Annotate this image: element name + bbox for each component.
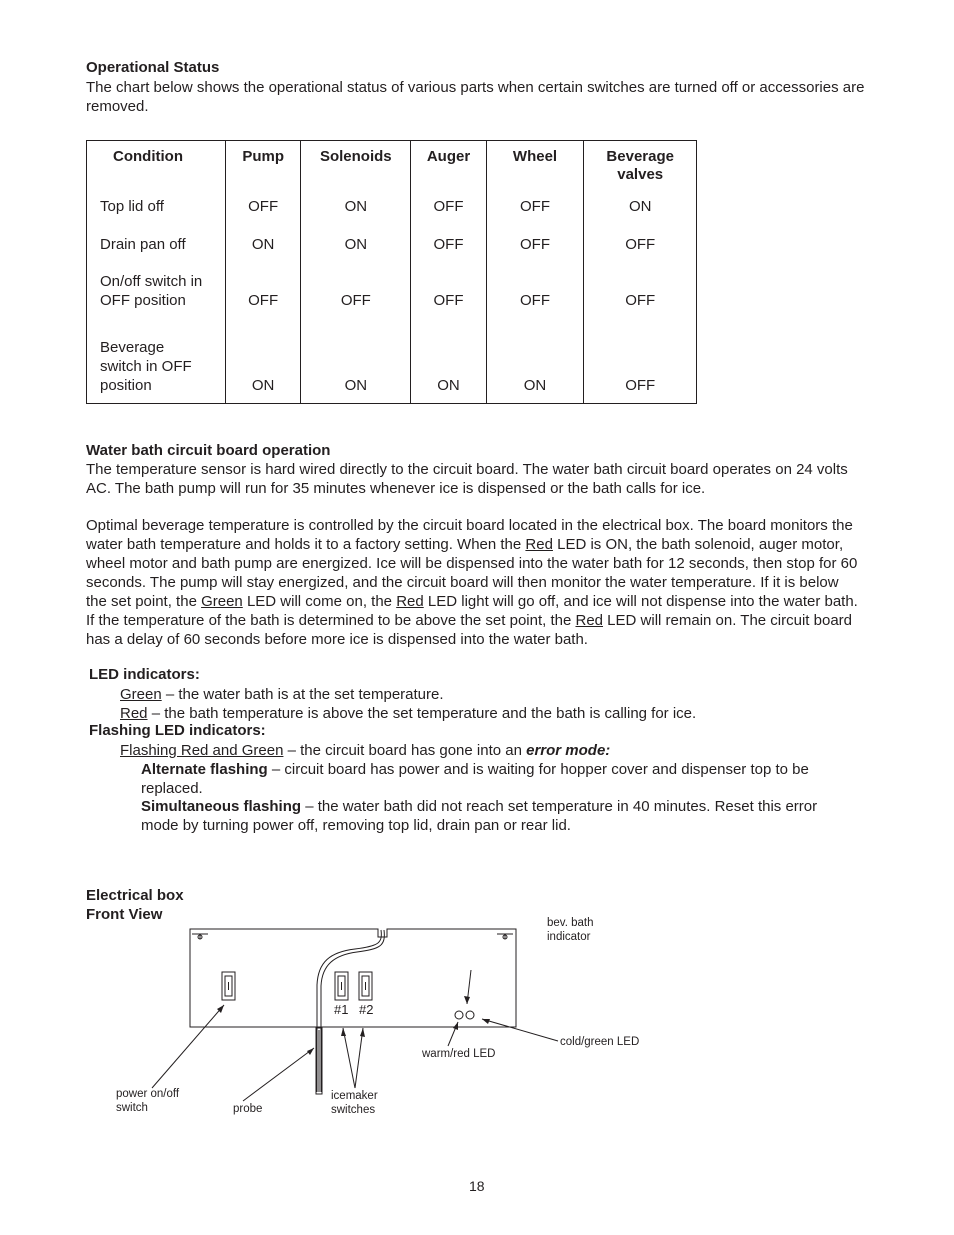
switch-2-label: #2 (359, 1002, 374, 1017)
led-green-desc: – the water bath is at the set temperature. (161, 686, 444, 703)
table-cell: ON (226, 224, 301, 262)
figure-subtitle: Front View (86, 906, 163, 923)
green-word: Green (120, 686, 162, 703)
led-heading: LED indicators: (89, 666, 200, 683)
sim-label: Simultaneous flashing (141, 798, 302, 815)
cold-green-label: cold/green LED (560, 1036, 640, 1048)
red-word: Red (575, 612, 604, 629)
table-cell: ON (411, 318, 486, 403)
table-cell: On/off switch in OFF position (87, 262, 226, 318)
para2-text: LED is ON, the bath solenoid, auger motor, wheel motor and bath pump are energized. Ice will be dispensed into the water bath for 12 seconds, then stop for 60 seconds. The pump will stay energized, and the circuit board will then monitor the water temperature. If it is below the set point, the (86, 536, 858, 610)
leader-line (355, 1028, 363, 1088)
leader-line (243, 1048, 314, 1101)
arrowhead (307, 1048, 314, 1055)
figure-title: Electrical box (86, 887, 184, 904)
red-word: Red (396, 593, 424, 610)
arrowhead (464, 996, 470, 1004)
leader-line (152, 1005, 224, 1088)
green-word: Green (201, 593, 243, 610)
flash-word: Flashing Red and Green (120, 742, 284, 759)
table-cell: OFF (486, 193, 584, 224)
table-cell: Top lid off (87, 193, 226, 224)
led-red-desc: – the bath temperature is above the set temperature and the bath is calling for ice. (147, 705, 697, 722)
table-cell: ON (301, 193, 411, 224)
icemaker-switches-label: icemaker switches (331, 1090, 378, 1116)
column-header: Pump (226, 141, 301, 193)
table-cell: Beverage switch in OFF position (87, 318, 226, 403)
warm-red-led-icon (455, 1011, 463, 1019)
error-mode: error mode: (526, 742, 611, 759)
operational-status-intro: The chart below shows the operational status of various parts when certain switches are turned off or accessories are removed. (86, 79, 865, 115)
table-cell: OFF (486, 262, 584, 318)
table-cell: ON (301, 224, 411, 262)
cold-green-led-icon (466, 1011, 474, 1019)
table-cell: ON (486, 318, 584, 403)
column-header: Wheel (486, 141, 584, 193)
table-cell: OFF (411, 224, 486, 262)
table-cell: OFF (411, 193, 486, 224)
table-cell: ON (584, 193, 697, 224)
column-header: Auger (411, 141, 486, 193)
table-cell: OFF (584, 318, 697, 403)
flash-desc: – the circuit board has gone into an (283, 742, 527, 759)
bev-bath-label: bev. bath indicator (547, 917, 594, 943)
table-cell: OFF (226, 262, 301, 318)
alt-desc: – circuit board has power and is waiting for hopper cover and dispenser top to be replaced. (141, 761, 809, 797)
table-cell: OFF (584, 262, 697, 318)
leader-line (343, 1028, 355, 1088)
table-cell: ON (226, 318, 301, 403)
red-word: Red (120, 705, 148, 722)
page-number: 18 (469, 1178, 485, 1194)
flashing-heading: Flashing LED indicators: (89, 722, 266, 739)
operational-status-heading: Operational Status (86, 59, 220, 76)
power-switch-label: power on/off switch (116, 1088, 180, 1114)
para2-text: LED will come on, the (242, 593, 397, 610)
waterbath-heading: Water bath circuit board operation (86, 442, 331, 459)
sim-desc: – the water bath did not reach set temperature in 40 minutes. Reset this error mode by turning power off, removing top lid, drain pan or rear lid. (141, 798, 818, 834)
column-header: Beverage valves (584, 141, 697, 193)
para2-text: Optimal beverage temperature is controlled by the circuit board located in the electrical box. The board monitors the water bath temperature and holds it to a factory setting. When the (86, 517, 853, 553)
probe-wire (317, 930, 381, 1092)
leader-line (482, 1019, 558, 1041)
arrowhead (453, 1022, 458, 1030)
warm-red-label: warm/red LED (422, 1048, 496, 1060)
table-cell: Drain pan off (87, 224, 226, 262)
column-header: Condition (87, 141, 226, 193)
arrowhead (482, 1019, 490, 1024)
table-cell: OFF (301, 262, 411, 318)
arrowhead (360, 1028, 365, 1037)
table-cell: OFF (226, 193, 301, 224)
table-cell: ON (301, 318, 411, 403)
para2-text: LED will remain on. The circuit board has a delay of 60 seconds before more ice is dispensed into the water bath. (86, 612, 853, 648)
probe-label: probe (233, 1103, 263, 1115)
alt-label: Alternate flashing (141, 761, 268, 778)
table-cell: OFF (584, 224, 697, 262)
table-cell: OFF (486, 224, 584, 262)
para2-text: LED light will go off, and ice will not dispense into the water bath. If the temperature of the bath is determined to be above the set point, the (86, 593, 858, 629)
table-cell: OFF (411, 262, 486, 318)
red-word: Red (525, 536, 553, 553)
waterbath-para1: The temperature sensor is hard wired directly to the circuit board. The water bath circuit board operates on 24 volts AC. The bath pump will run for 35 minutes whenever ice is dispensed or the bath calls for ice. (86, 461, 848, 497)
column-header: Solenoids (301, 141, 411, 193)
switch-1-label: #1 (334, 1002, 349, 1017)
